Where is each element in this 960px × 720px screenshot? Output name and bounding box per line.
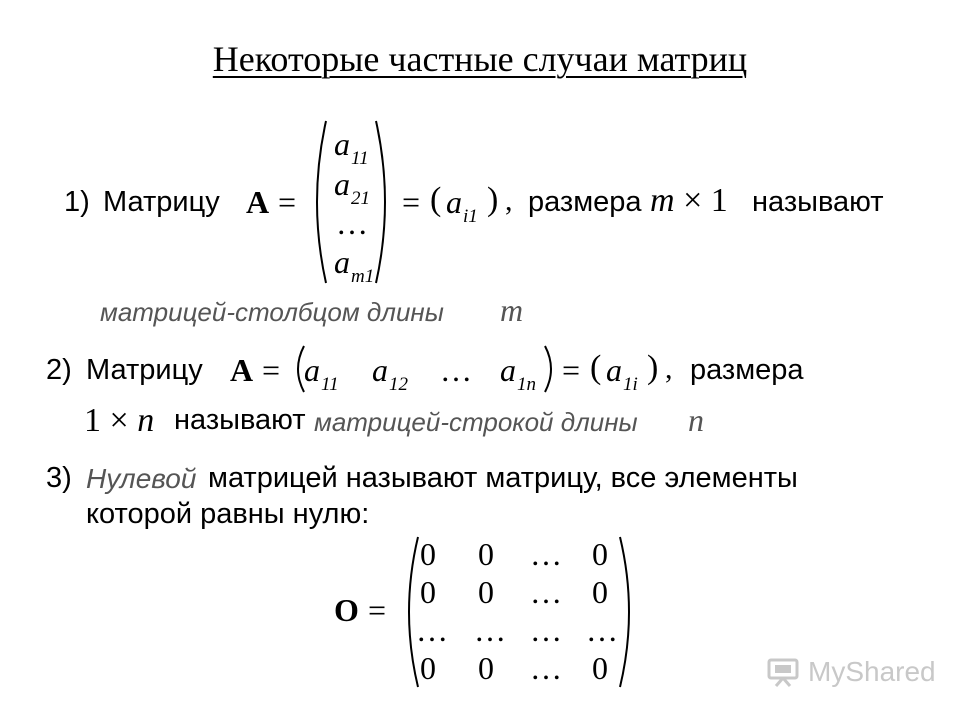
item-3-text-line-2: которой равны нулю: <box>86 498 370 530</box>
item-1-entry-ellipsis: … <box>336 205 368 241</box>
item-1-length: m <box>500 292 524 328</box>
zero-matrix-cell: 0 <box>420 650 436 686</box>
item-1-left-paren <box>304 118 330 286</box>
zero-matrix-cell: 0 <box>478 536 494 572</box>
item-1-comma: , <box>505 184 513 217</box>
item-2-size: 1 × n <box>84 402 155 439</box>
item-2-matrix-symbol: A <box>230 352 254 388</box>
zero-matrix-cell: … <box>586 612 618 648</box>
zero-matrix-cell: 0 <box>592 650 608 686</box>
item-2-length: n <box>688 402 704 438</box>
zero-matrix-cell: … <box>416 612 448 648</box>
item-1-size: m × 1 <box>650 182 728 219</box>
item-1-matrix-symbol: A <box>246 184 270 220</box>
item-2-compact-close: ) <box>647 349 659 386</box>
item-2-compact-element: $a_{1i}$ <box>606 352 638 395</box>
item-2-equals: = <box>262 352 281 388</box>
zero-matrix-cell: 0 <box>478 574 494 610</box>
item-2-entry: $a_{12}$ <box>372 352 408 395</box>
item-1-number: 1) <box>64 186 90 218</box>
item-2-number: 2) <box>46 354 72 386</box>
watermark-text: MyShared <box>808 656 936 687</box>
item-1-verb: называют <box>752 186 884 218</box>
page-title: Некоторые частные случаи матриц <box>212 39 748 79</box>
item-1-equals: = <box>278 184 297 220</box>
item-3-term: Нулевой <box>86 463 197 494</box>
item-2-definition: матрицей-строкой длины <box>314 407 638 437</box>
item-2-entry: $a_{1n}$ <box>500 352 536 395</box>
presentation-icon <box>766 656 800 688</box>
item-1-definition: матрицей-столбцом длины <box>100 297 444 327</box>
zero-matrix-symbol: O <box>334 592 359 628</box>
zero-matrix-cell: … <box>530 536 562 572</box>
item-1-size-word: размера <box>528 186 642 218</box>
item-2-entry-ellipsis: … <box>440 352 472 388</box>
zero-matrix-cell: 0 <box>478 650 494 686</box>
zero-matrix-cell: … <box>530 650 562 686</box>
item-2-size-word: размера <box>690 354 804 386</box>
item-1-equals-2: = <box>402 184 421 220</box>
item-3-number: 3) <box>46 462 72 494</box>
item-3-text-line-1: матрицей называют матрицу, все элементы <box>208 462 798 494</box>
zero-matrix-cell: … <box>530 612 562 648</box>
item-2-comma: , <box>665 352 673 385</box>
item-1-compact-element: $a_{i1}$ <box>446 184 478 227</box>
item-2-entry: $a_{11}$ <box>304 352 339 395</box>
item-2-right-paren <box>542 344 560 394</box>
item-1-entry: $a_{21}$ <box>334 166 370 209</box>
item-1-entry: $a_{m1}$ <box>334 244 375 287</box>
watermark <box>766 656 936 688</box>
item-1-compact-close: ) <box>487 181 499 218</box>
zero-matrix-cell: 0 <box>592 574 608 610</box>
item-2-lead: Матрицу <box>86 354 203 386</box>
zero-matrix-equals: = <box>368 592 387 628</box>
zero-matrix-right-paren <box>616 534 642 690</box>
zero-matrix-cell: 0 <box>592 536 608 572</box>
zero-matrix-cell: … <box>530 574 562 610</box>
zero-matrix-cell: … <box>474 612 506 648</box>
item-2-verb: называют <box>174 404 306 436</box>
item-1-lead: Матрицу <box>103 186 220 218</box>
item-1-compact-open: ( <box>430 181 442 218</box>
item-2-compact-open: ( <box>590 349 602 386</box>
zero-matrix-cell: 0 <box>420 536 436 572</box>
item-1-entry: $a_{11}$ <box>334 126 369 169</box>
zero-matrix-cell: 0 <box>420 574 436 610</box>
item-2-equals-2: = <box>562 352 581 388</box>
item-1-right-paren <box>372 118 398 286</box>
